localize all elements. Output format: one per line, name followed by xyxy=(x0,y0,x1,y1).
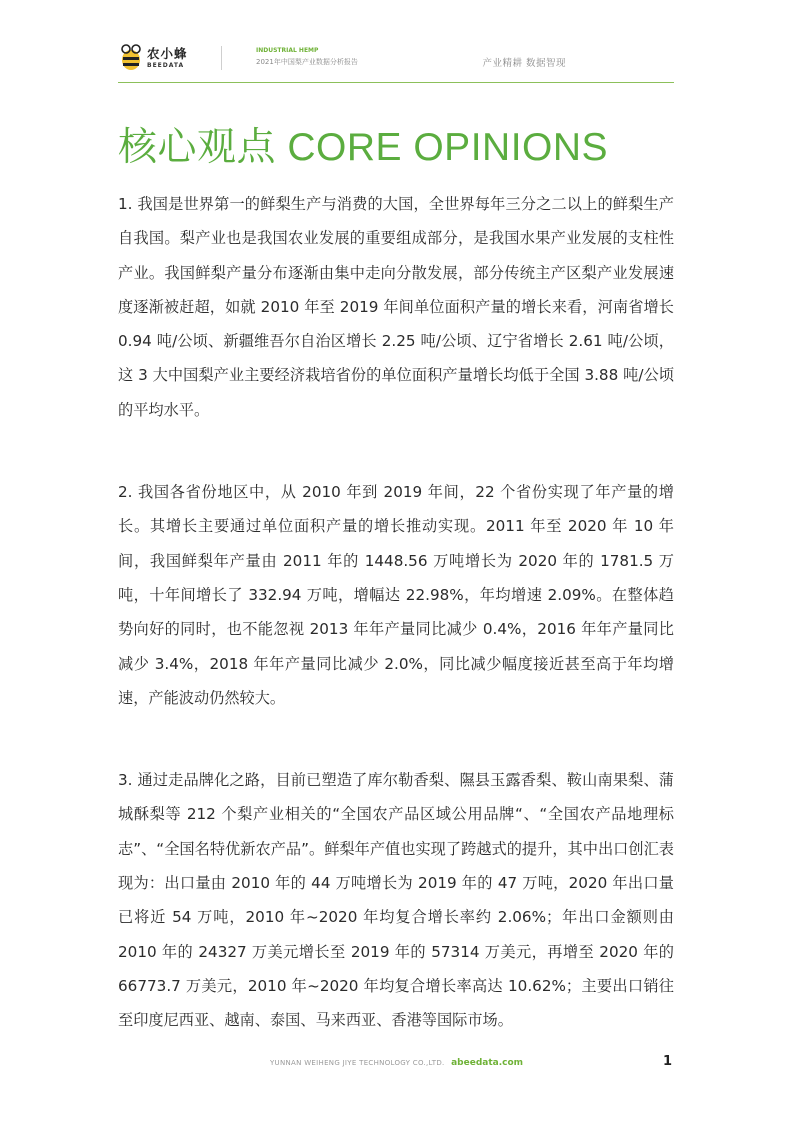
opinion-paragraph-1: 1. 我国是世界第一的鲜梨生产与消费的大国，全世界每年三分之二以上的鲜梨生产自我国。梨产业也是我国农业发展的重要组成部分，是我国水果产业发展的支柱性产业。我国鲜梨产量分布逐渐由集中走向分散发展，部分传统主产区梨产业发展速度逐渐被赶超，如就 2010 年至 2019 年间单位面积产量的增长来看，河南省增长 0.94 吨/公顷、新疆维吾尔自治区增长 2.25 吨/公顷、辽宁省增长 2.61 吨/公顷，这 3 大中国梨产业主要经济栽培省份的单位面积产量增长均低于全国 3.88 吨/公顷的平均水平。 xyxy=(118,195,674,419)
logo-brand-cn: 农小蜂 xyxy=(147,46,188,61)
report-title: 2021年中国梨产业数据分析报告 xyxy=(256,58,358,66)
footer-url: abeedata.com xyxy=(451,1058,524,1068)
bee-logo-icon xyxy=(118,42,144,72)
page-header xyxy=(118,40,674,82)
opinion-paragraph-3: 3. 通过走品牌化之路，目前已塑造了库尔勒香梨、隰县玉露香梨、鞍山南果梨、蒲城酥梨等 212 个梨产业相关的“全国农产品区域公用品牌“、“全国农产品地理标志”、“全国名特优新农产品”。鲜梨年产值也实现了跨越式的提升，其中出口创汇表现为：出口量由 2010 年的 44 万吨增长为 2019 年的 47 万吨，2020 年出口量已将近 54 万吨，2010 年~2020 年均复合增长率约 2.06%；年出口金额则由 2010 年的 24327 万美元增长至 2019 年的 57314 万美元，再增至 2020 年的 66773.7 万美元，2010 年~2020 年均复合增长率高达 10.62%；主要出口销往至印度尼西亚、越南、泰国、马来西亚、香港等国际市场。 xyxy=(118,771,674,1030)
footer-company: YUNNAN WEIHENG JIYE TECHNOLOGY CO.,LTD. xyxy=(269,1059,445,1067)
header-divider xyxy=(221,46,222,70)
opinion-paragraph-2: 2. 我国各省份地区中，从 2010 年到 2019 年间，22 个省份实现了年产量的增长。其增长主要通过单位面积产量的增长推动实现。2011 年至 2020 年 10 年间，我国鲜梨年产量由 2011 年的 1448.56 万吨增长为 2020 年的 1781.5 万吨，十年间增长了 332.94 万吨，增幅达 22.98%，年均增速 2.09%。在整体趋势向好的同时，也不能忽视 2013 年年产量同比减少 0.4%，2016 年年产量同比减少 3.4%，2018 年年产量同比减少 2.0%，同比减少幅度接近甚至高于年均增速，产能波动仍然较大。 xyxy=(118,483,674,707)
core-opinions-body xyxy=(118,187,674,1086)
page-footer xyxy=(0,1058,793,1068)
page-number: 1 xyxy=(662,1054,672,1069)
page-title: 核心观点 CORE OPINIONS xyxy=(118,126,609,169)
header-subtitle: INDUSTRIAL HEMP xyxy=(256,47,319,54)
header-slogan: 产业精耕 数据智现 xyxy=(482,58,566,69)
header-rule xyxy=(118,82,674,83)
logo-brand-en: BEEDATA xyxy=(147,62,185,69)
